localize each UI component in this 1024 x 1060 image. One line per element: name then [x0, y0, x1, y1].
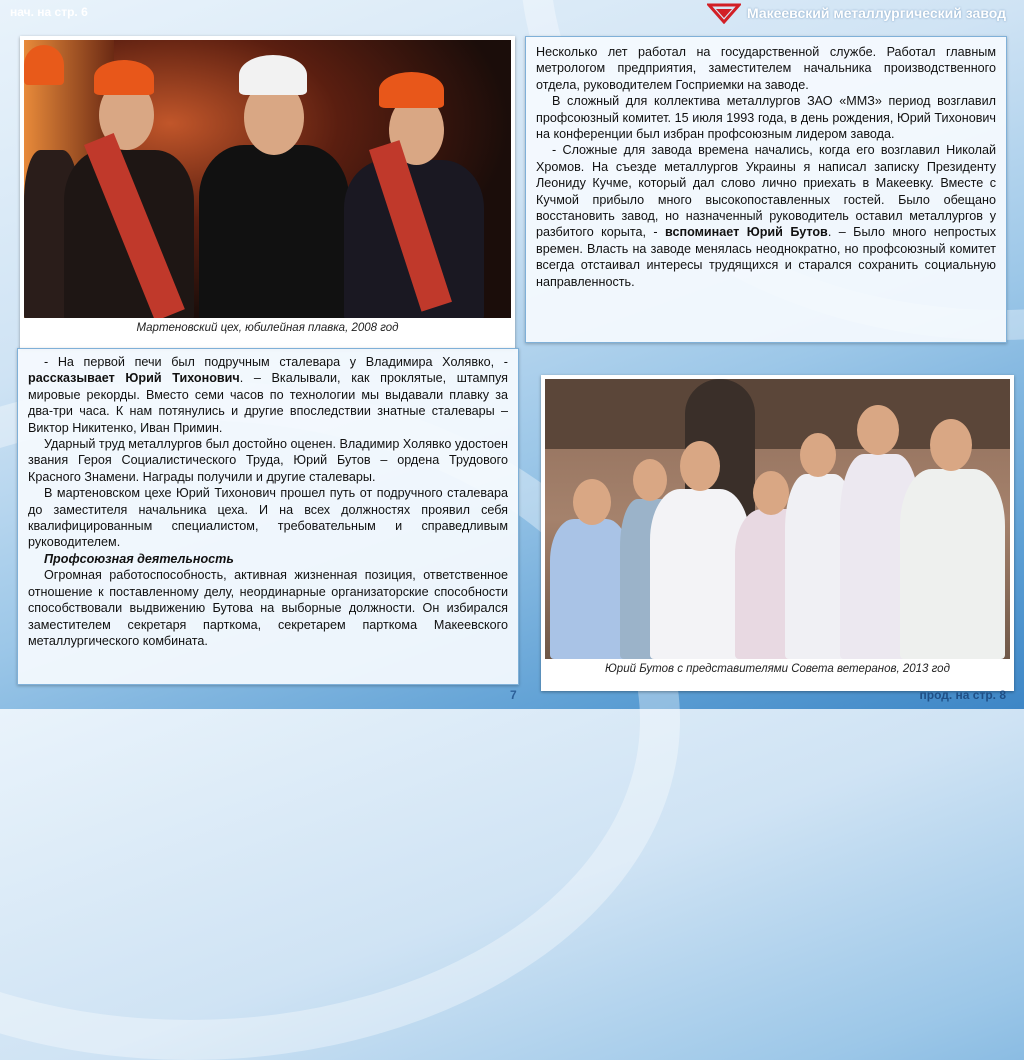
page-number: 7	[510, 688, 517, 702]
quote-text: . – Было много непростых времен. Власть на заводе менялась неоднократно, но профсоюзный комитет всегда отстаивал интересы трудящихся и старался сохранить социальную направленность.	[536, 225, 997, 289]
paragraph-quote	[536, 142, 996, 290]
photo-image	[545, 379, 1010, 659]
article-text-right	[525, 36, 1007, 343]
photo-open-hearth-shop	[20, 36, 515, 349]
paragraph: Огромная работоспособность, активная жизненная позиция, ответственное отношение к поставленному делу, неординарные организаторские способности способствовали выдвижению Бутова на выборные должности. Он избирался заместителем секретаря парткома, секретарем парткома Макеевского металлургического комбината.	[28, 568, 508, 648]
paragraph: Ударный труд металлургов был достойно оценен. Владимир Холявко удостоен звания Героя Социалистического Труда, Юрий Бутов – ордена Трудового Красного Знамени. Награды получили и другие сталевары.	[28, 437, 508, 484]
quote-text: . – Вкалывали, как проклятые, штампуя мировые рекорды. Вместо семи часов по технологии мы выдавали плавку за два-три часа. К нам потянулись и другие впоследствии знатные сталевары – Виктор Никитенко, Иван Примин.	[28, 371, 508, 435]
photo-image	[24, 40, 511, 318]
company-logo-icon	[707, 2, 741, 24]
photo-caption: Юрий Бутов с представителями Совета ветеранов, 2013 год	[605, 663, 950, 675]
paragraph: Несколько лет работал на государственной службе. Работал главным метрологом предприятия, заместителем начальника производственного отдела, руководителем Госприемки на заводе.	[536, 45, 996, 92]
header-logo	[707, 2, 1006, 24]
company-name: Макеевский металлургический завод	[746, 5, 1006, 21]
quote-attribution: вспоминает Юрий Бутов	[665, 225, 828, 240]
article-text-left	[17, 348, 519, 685]
paragraph: В сложный для коллектива металлургов ЗАО «ММЗ» период возглавил профсоюзный комитет. 15 июля 1993 года, в день рождения, Юрий Тихонович на конференции был избран профсоюзным лидером завода.	[536, 94, 996, 142]
photo-caption: Мартеновский цех, юбилейная плавка, 2008 год	[136, 322, 399, 334]
photo-veterans-council	[541, 375, 1014, 691]
quote-attribution: рассказывает Юрий Тихонович	[28, 371, 240, 386]
paragraph-quote	[28, 354, 508, 436]
paragraph: В мартеновском цехе Юрий Тихонович прошел путь от подручного сталевара до заместителя начальника цеха. И на всех должностях проявил себя квалифицированным специалистом, требовательным и справедливым руководителем.	[28, 486, 508, 550]
section-subheading: Профсоюзная деятельность	[44, 551, 234, 566]
continued-from-link[interactable]: нач. на стр. 6	[10, 5, 88, 19]
continued-on-link[interactable]: прод. на стр. 8	[919, 688, 1006, 702]
quote-text: - Сложные для завода времена начались, когда его возглавил Николай Хромов. На съезде металлургов Украины я написал записку Президенту Леониду Кучме, который дал слово лично приехать в Макеевку. Вместе с Кучмой прибыло много высокопоставленных гостей. Было обещано восстановить завод, но назначенный руководитель оставил металлургов у разбитого корыта, -	[536, 143, 996, 240]
quote-text: - На первой печи был подручным сталевара у Владимира Холявко, -	[44, 355, 508, 369]
